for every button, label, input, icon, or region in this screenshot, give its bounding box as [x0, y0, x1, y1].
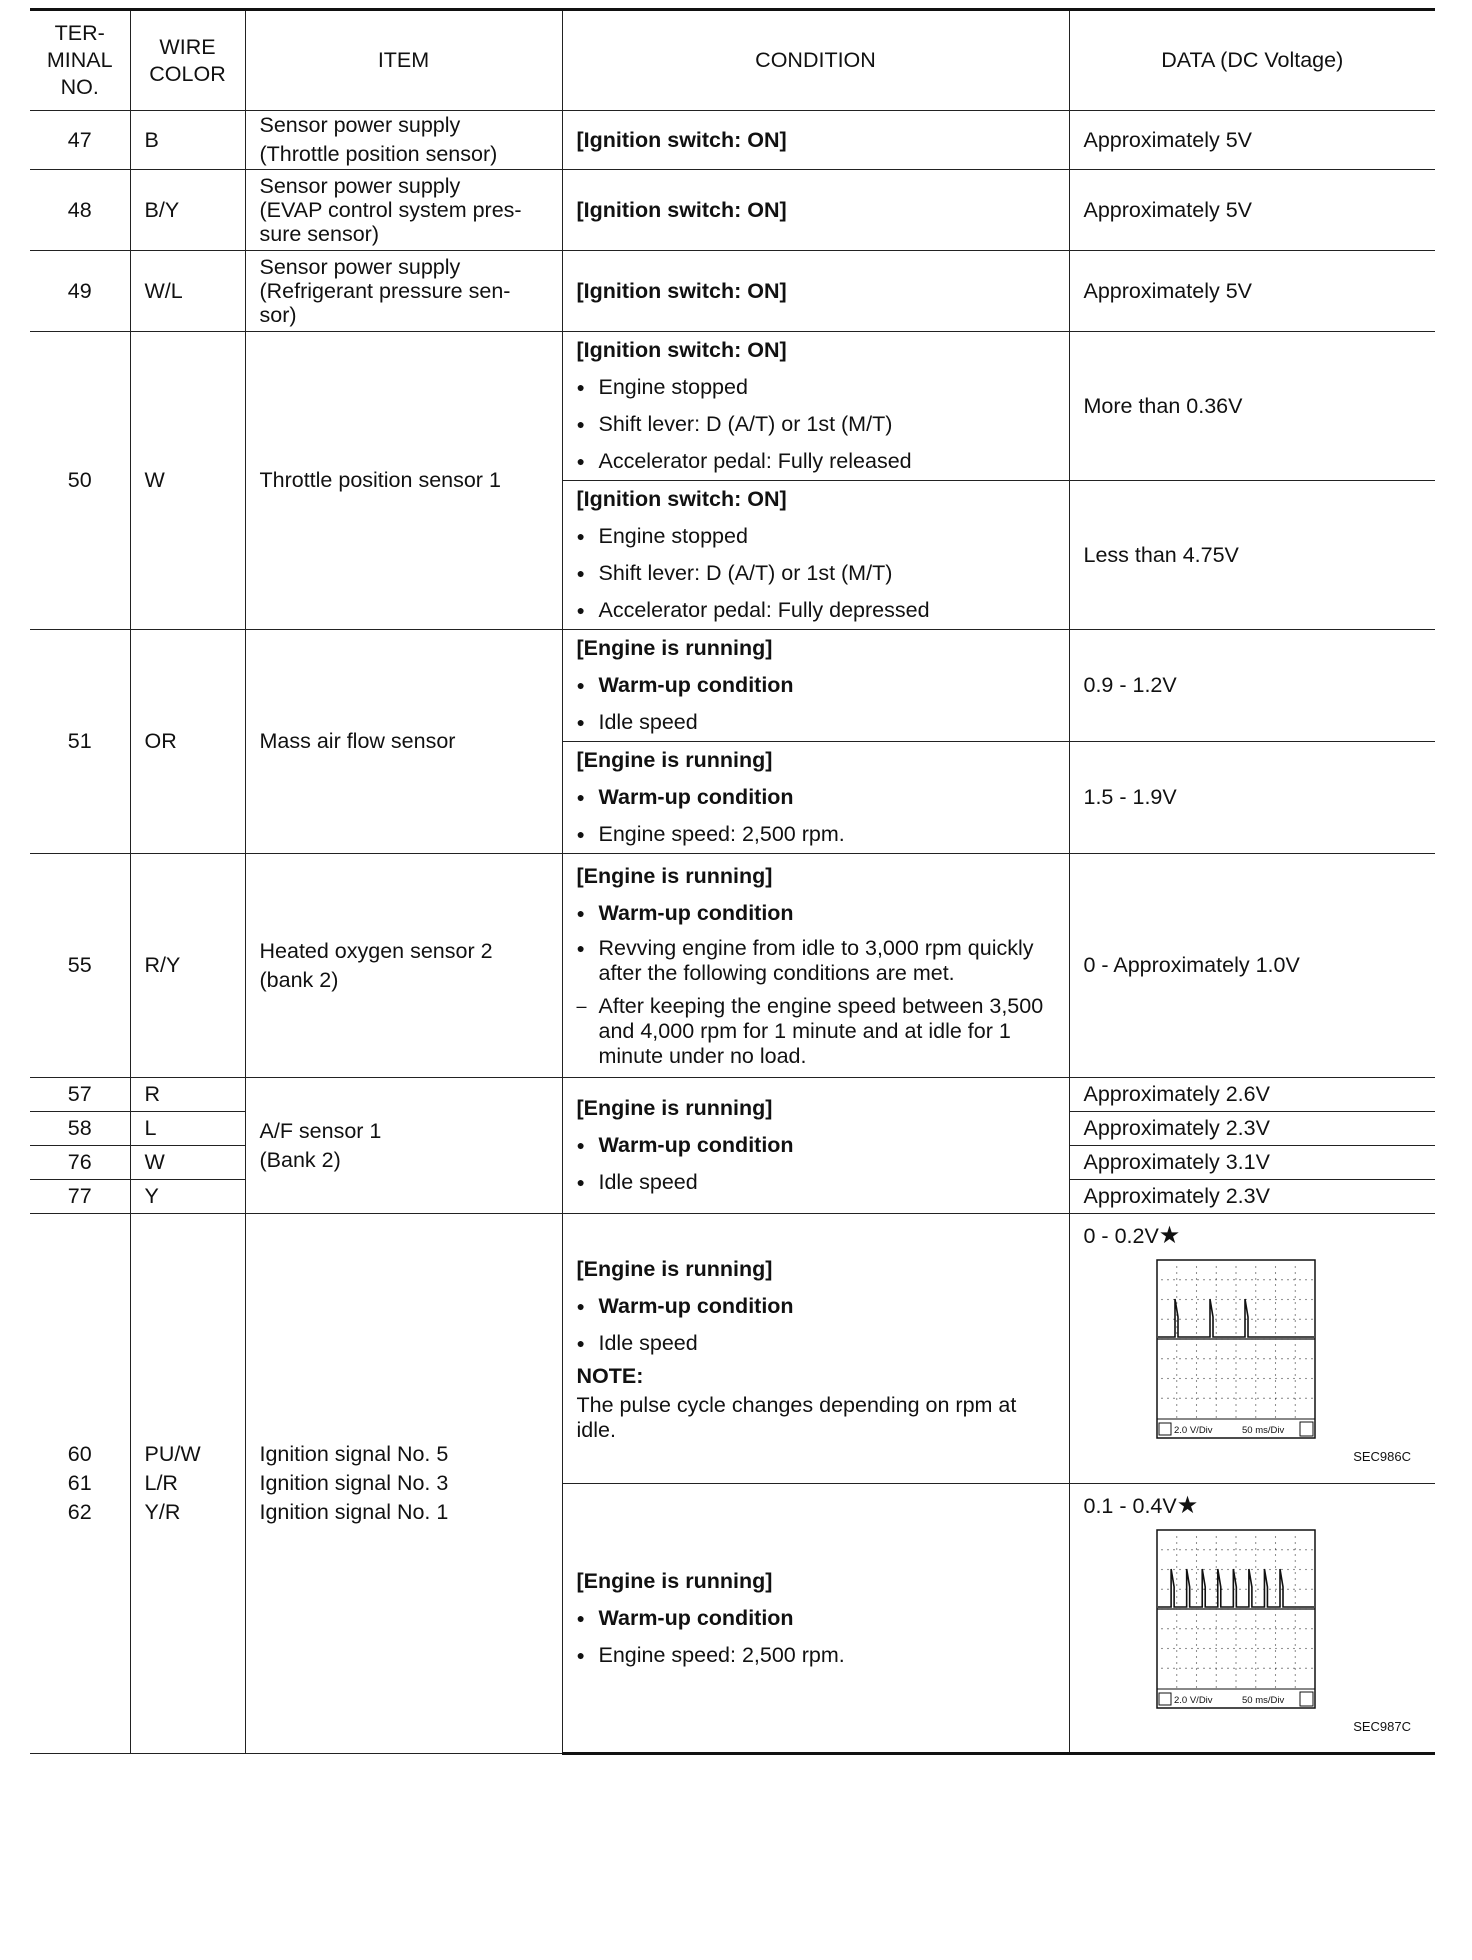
wire-color: B [130, 111, 245, 170]
condition-bullet: ● Engine speed: 2,500 rpm. [577, 1641, 1055, 1670]
condition-bullet: ● Accelerator pedal: Fully depressed [577, 596, 1055, 625]
item: Ignition signal No. 5 Ignition signal No. 3 Ignition signal No. 1 [245, 1214, 562, 1754]
bullet-icon: ● [576, 453, 585, 469]
bullet-icon: ● [576, 905, 585, 921]
data-value: Approximately 2.6V [1069, 1078, 1435, 1112]
wire-color: R/Y [130, 854, 245, 1078]
oscilloscope-waveform-icon [1156, 1529, 1422, 1717]
condition-bullet: ● Shift lever: D (A/T) or 1st (M/T) [577, 559, 1055, 588]
data-value: Approximately 5V [1069, 111, 1435, 170]
condition-header: [Engine is running] [576, 636, 773, 660]
volts-per-div-label: 2.0 V/Div [1173, 1695, 1213, 1706]
table-row [30, 170, 1435, 251]
wire-color: L [130, 1112, 245, 1146]
item: Sensor power supply (EVAP control system pres- sure sensor) [245, 170, 562, 251]
time-per-div-label: 50 ms/Div [1241, 1695, 1284, 1706]
condition-bullet: ● Engine stopped [577, 373, 1055, 402]
condition-header: [Ignition switch: ON] [576, 278, 787, 303]
condition-bullet: ● Warm-up condition [577, 1604, 1055, 1633]
bullet-icon: ● [576, 416, 585, 432]
condition-bullet: ● Engine speed: 2,500 rpm. [577, 820, 1055, 849]
wire-color: R [130, 1078, 245, 1112]
condition-header: [Engine is running] [576, 1568, 773, 1593]
bullet-icon: ● [576, 602, 585, 618]
bullet-icon: ● [576, 379, 585, 395]
condition [562, 1214, 1069, 1484]
condition-header: [Ignition switch: ON] [576, 127, 787, 152]
table-row [30, 332, 1435, 481]
condition [562, 1484, 1069, 1754]
bullet-icon: ● [576, 528, 585, 544]
table-row [30, 1214, 1435, 1484]
condition-bullet: ● Shift lever: D (A/T) or 1st (M/T) [577, 410, 1055, 439]
star-icon: ★ [1176, 1492, 1199, 1519]
terminal-no: 60 61 62 [30, 1214, 130, 1754]
data-value: More than 0.36V [1069, 332, 1435, 481]
wire-color: OR [130, 630, 245, 854]
terminal-no: 51 [30, 630, 130, 854]
bullet-icon: ● [576, 714, 585, 730]
dash-icon: – [576, 996, 587, 1016]
wire-color: B/Y [130, 170, 245, 251]
terminal-no: 57 [30, 1078, 130, 1112]
data-value: Approximately 2.3V [1069, 1180, 1435, 1214]
volts-per-div-label: 2.0 V/Div [1173, 1425, 1213, 1436]
condition [562, 170, 1069, 251]
terminal-no: 55 [30, 854, 130, 1078]
condition [562, 742, 1069, 854]
condition-header: [Engine is running] [576, 748, 773, 772]
condition [562, 854, 1069, 1078]
data-value: Approximately 5V [1069, 251, 1435, 332]
data-value-with-waveform [1069, 1484, 1435, 1754]
header-terminal: TER- MINAL NO. [30, 10, 130, 111]
time-per-div-label: 50 ms/Div [1241, 1425, 1284, 1436]
data-value: Less than 4.75V [1069, 481, 1435, 630]
table-row [30, 854, 1435, 1078]
terminal-no: 49 [30, 251, 130, 332]
table-row [30, 630, 1435, 742]
item: Sensor power supply (Throttle position sensor) [245, 111, 562, 170]
condition-bullet: ● Warm-up condition [577, 1131, 1055, 1160]
condition-bullet: ● Idle speed [577, 708, 1055, 737]
wire-color: PU/W L/R Y/R [130, 1214, 245, 1754]
condition-bullet: ● Engine stopped [577, 522, 1055, 551]
terminal-no: 50 [30, 332, 130, 630]
data-value: 0 - 0.2V [1083, 1224, 1159, 1248]
condition-bullet: ● Revving engine from idle to 3,000 rpm quickly after the following conditions are met. [576, 936, 1034, 985]
header-wire-color: WIRE COLOR [130, 10, 245, 111]
bullet-icon: ● [576, 826, 585, 842]
item: A/F sensor 1 (Bank 2) [245, 1078, 562, 1214]
condition-bullet: ● Accelerator pedal: Fully released [577, 447, 1055, 476]
bullet-icon: ● [576, 1174, 585, 1190]
item: Mass air flow sensor [245, 630, 562, 854]
data-value-with-waveform [1069, 1214, 1435, 1484]
condition-bullet: ● Warm-up condition [577, 899, 1055, 928]
wire-color: W [130, 1146, 245, 1180]
data-value: 0 - Approximately 1.0V [1069, 854, 1435, 1078]
data-value: Approximately 5V [1069, 170, 1435, 251]
terminal-no: 47 [30, 111, 130, 170]
condition-header: [Engine is running] [576, 864, 773, 888]
condition-bullet: ● Idle speed [577, 1168, 1055, 1197]
wire-color: W [130, 332, 245, 630]
condition-header: [Engine is running] [576, 1256, 773, 1281]
wire-color: W/L [130, 251, 245, 332]
bullet-icon: ● [576, 1646, 585, 1663]
condition-bullet: ● Warm-up condition [577, 783, 1055, 812]
bullet-icon: ● [576, 565, 585, 581]
waveform-svg [1156, 1529, 1316, 1709]
table-row [30, 1078, 1435, 1112]
oscilloscope-waveform-icon [1156, 1259, 1422, 1447]
bullet-icon: ● [576, 677, 585, 693]
header-condition: CONDITION [562, 10, 1069, 111]
bullet-icon: ● [576, 1297, 585, 1314]
bullet-icon: ● [576, 1137, 585, 1153]
bullet-icon: ● [576, 1334, 585, 1351]
condition-bullet: ● Idle speed [577, 1329, 1055, 1358]
condition-bullet: ● Warm-up condition [577, 671, 1055, 700]
bullet-icon: ● [576, 940, 585, 956]
table-row [30, 251, 1435, 332]
note-label: NOTE: [576, 1363, 644, 1388]
condition [562, 630, 1069, 742]
terminal-data-table-page [30, 8, 1435, 1755]
data-value: Approximately 2.3V [1069, 1112, 1435, 1146]
terminal-no: 77 [30, 1180, 130, 1214]
note-text: The pulse cycle changes depending on rpm at idle. [576, 1392, 1017, 1442]
bullet-icon: ● [576, 789, 585, 805]
item: Throttle position sensor 1 [245, 332, 562, 630]
waveform-svg [1156, 1259, 1316, 1439]
wire-color: Y [130, 1180, 245, 1214]
data-value: 0.9 - 1.2V [1069, 630, 1435, 742]
figure-id: SEC987C [1353, 1719, 1411, 1734]
condition-dash-item: – After keeping the engine speed between 3,500 and 4,000 rpm for 1 minute and at idle for 1 minute under no load. [576, 994, 1044, 1068]
terminal-no: 48 [30, 170, 130, 251]
condition-bullet: ● Warm-up condition [577, 1292, 1055, 1321]
data-value: 0.1 - 0.4V [1083, 1494, 1177, 1518]
condition [562, 111, 1069, 170]
condition-header: [Ignition switch: ON] [576, 338, 787, 362]
terminal-no: 58 [30, 1112, 130, 1146]
table-row [30, 111, 1435, 170]
ecm-terminal-table [30, 8, 1435, 1755]
data-value: Approximately 3.1V [1069, 1146, 1435, 1180]
condition-header: [Ignition switch: ON] [576, 197, 787, 222]
condition [562, 1078, 1069, 1214]
bullet-icon: ● [576, 1609, 585, 1626]
item: Sensor power supply (Refrigerant pressure sen- sor) [245, 251, 562, 332]
terminal-no: 76 [30, 1146, 130, 1180]
header-row [30, 10, 1435, 111]
condition [562, 481, 1069, 630]
item: Heated oxygen sensor 2 (bank 2) [245, 854, 562, 1078]
figure-id: SEC986C [1353, 1449, 1411, 1464]
condition [562, 332, 1069, 481]
condition [562, 251, 1069, 332]
header-data: DATA (DC Voltage) [1069, 10, 1435, 111]
condition-header: [Engine is running] [576, 1096, 773, 1120]
data-value: 1.5 - 1.9V [1069, 742, 1435, 854]
header-item: ITEM [245, 10, 562, 111]
condition-header: [Ignition switch: ON] [576, 487, 787, 511]
star-icon: ★ [1158, 1222, 1181, 1249]
